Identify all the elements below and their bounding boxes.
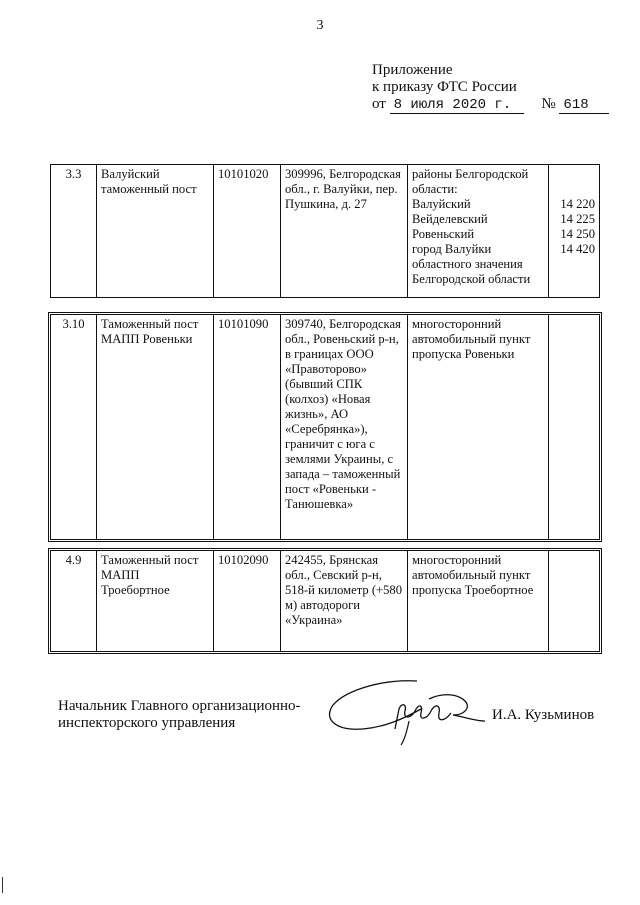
area-line: областного значения xyxy=(412,257,523,271)
okato-cell xyxy=(549,165,600,298)
table-post-3-10 xyxy=(50,314,600,540)
appendix-date-row xyxy=(372,96,609,114)
post-name: Валуйский таможенный пост xyxy=(97,165,214,298)
table-row xyxy=(51,315,600,540)
table-post-4-9 xyxy=(50,550,600,652)
post-code: 10101020 xyxy=(214,165,281,298)
post-code: 10102090 xyxy=(214,551,281,652)
row-number: 3.3 xyxy=(51,165,97,298)
table-post-3-3 xyxy=(50,164,600,298)
number-label: № xyxy=(541,96,556,112)
appendix-line2: к приказу ФТС России xyxy=(372,79,517,95)
post-code: 10101090 xyxy=(214,315,281,540)
signer-title-line2: инспекторского управления xyxy=(58,715,236,731)
okato-code: 14 250 xyxy=(560,227,595,241)
post-name: Таможенный пост МАПП Троебортное xyxy=(97,551,214,652)
page-edge-mark xyxy=(2,877,3,893)
okato-cell xyxy=(549,551,600,652)
area-line: Вейделевский xyxy=(412,212,488,226)
okato-code: 14 225 xyxy=(560,212,595,226)
order-number: 618 xyxy=(559,98,609,114)
okato-code: 14 420 xyxy=(560,242,595,256)
area-line: Белгородской области xyxy=(412,272,531,286)
row-number: 3.10 xyxy=(51,315,97,540)
okato-cell xyxy=(549,315,600,540)
appendix-line1: Приложение xyxy=(372,62,453,78)
post-address: 242455, Брянская обл., Севский р-н, 518-й километр (+580 м) автодороги «Украина» xyxy=(281,551,408,652)
appendix-header xyxy=(372,62,609,114)
area-line: Валуйский xyxy=(412,197,471,211)
signer-title-line1: Начальник Главного организационно- xyxy=(58,698,301,714)
page-number: 3 xyxy=(316,18,324,33)
order-date: 8 июля 2020 г. xyxy=(390,98,524,114)
table-row xyxy=(51,551,600,652)
handwritten-signature xyxy=(325,675,495,750)
signer-title xyxy=(58,698,301,732)
area-line: город Валуйки xyxy=(412,242,492,256)
area-line: районы Белгородской области: xyxy=(412,167,529,196)
area-cell: многосторонний автомобильный пункт пропуска Троебортное xyxy=(408,551,549,652)
post-name: Таможенный пост МАПП Ровеньки xyxy=(97,315,214,540)
post-address: 309996, Белгородская обл., г. Валуйки, пер. Пушкина, д. 27 xyxy=(281,165,408,298)
table-row xyxy=(51,165,600,298)
okato-code: 14 220 xyxy=(560,197,595,211)
signer-name: И.А. Кузьминов xyxy=(492,707,595,723)
area-cell xyxy=(408,165,549,298)
post-address: 309740, Белгородская обл., Ровеньский р-н, в границах ООО «Правоторово» (бывший СПК (колхоз) «Новая жизнь», АО «Серебрянка»), граничит с юга с землями Украины, с запада – таможенный пост «Ровеньки - Танюшевка» xyxy=(281,315,408,540)
from-label: от xyxy=(372,96,386,112)
area-cell: многосторонний автомобильный пункт пропуска Ровеньки xyxy=(408,315,549,540)
row-number: 4.9 xyxy=(51,551,97,652)
area-line: Ровеньский xyxy=(412,227,475,241)
